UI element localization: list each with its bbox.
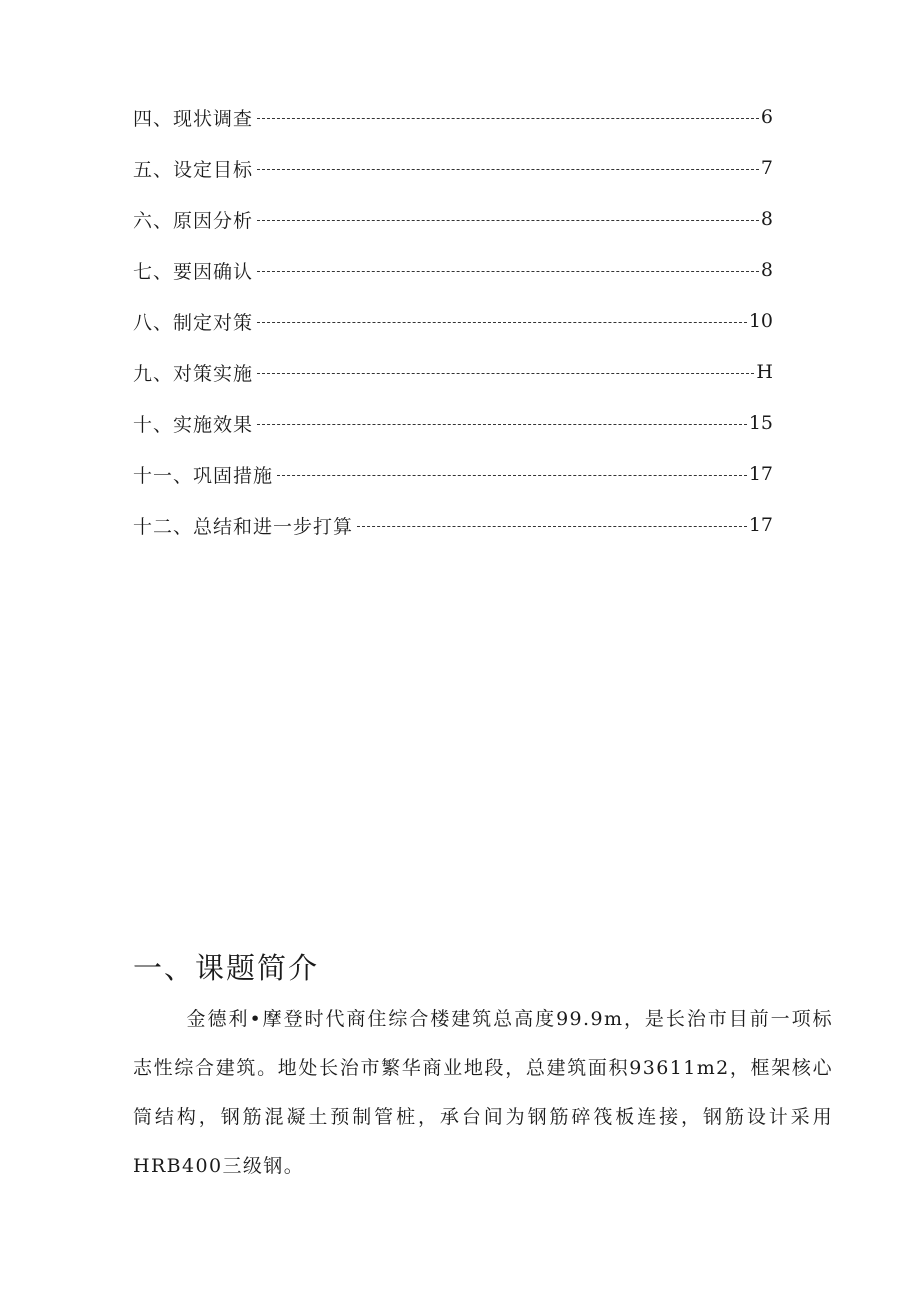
toc-entry-page: 10	[748, 310, 773, 332]
toc-entry-page: 17	[748, 514, 773, 536]
toc-entry-title: 七、要因确认	[133, 260, 254, 283]
toc-leader-dashes	[257, 322, 747, 323]
toc-entry-title: 九、对策实施	[133, 362, 254, 385]
toc-entry-title: 四、现状调查	[133, 107, 254, 130]
toc-entry[interactable]	[133, 153, 773, 183]
toc-entry-title: 十、实施效果	[133, 413, 254, 436]
toc-leader-dashes	[257, 424, 747, 425]
toc-entry-title: 十一、巩固措施	[133, 464, 274, 487]
toc-entry[interactable]	[133, 357, 773, 387]
toc-entry-page: 15	[748, 412, 773, 434]
toc-entry-title: 八、制定对策	[133, 311, 254, 334]
toc-leader-dashes	[257, 220, 759, 221]
toc-leader-dashes	[257, 373, 754, 374]
toc-leader-dashes	[277, 475, 747, 476]
toc-entry-page: 17	[748, 463, 773, 485]
toc-entry[interactable]	[133, 255, 773, 285]
toc-entry[interactable]	[133, 510, 773, 540]
toc-entry[interactable]	[133, 204, 773, 234]
toc-leader-dashes	[257, 118, 759, 119]
section-paragraph	[133, 995, 833, 1191]
toc-entry-title: 五、设定目标	[133, 158, 254, 181]
toc-leader-dashes	[257, 169, 759, 170]
toc-entry[interactable]	[133, 459, 773, 489]
toc-entry-page: 8	[760, 208, 773, 230]
toc-leader-dashes	[357, 526, 747, 527]
toc-entry-page: 8	[760, 259, 773, 281]
toc-entry[interactable]	[133, 408, 773, 438]
toc-entry-page: 7	[760, 157, 773, 179]
paragraph-text: 金德利•摩登时代商住综合楼建筑总高度99.9m，是长治市目前一项标志性综合建筑。地处长治市繁华商业地段，总建筑面积93611m2，框架核心筒结构，钢筋混凝土预制管桩，承台间为钢筋碎筏板连接，钢筋设计采用HRB400三级钢。	[133, 1008, 833, 1177]
toc-leader-dashes	[257, 271, 759, 272]
toc-entry-title: 十二、总结和进一步打算	[133, 515, 354, 538]
toc-entry[interactable]	[133, 306, 773, 336]
section-heading: 一、课题简介	[133, 951, 320, 985]
toc-entry-title: 六、原因分析	[133, 209, 254, 232]
toc-entry[interactable]	[133, 102, 773, 132]
toc-entry-page: H	[756, 361, 773, 383]
toc-entry-page: 6	[760, 106, 773, 128]
